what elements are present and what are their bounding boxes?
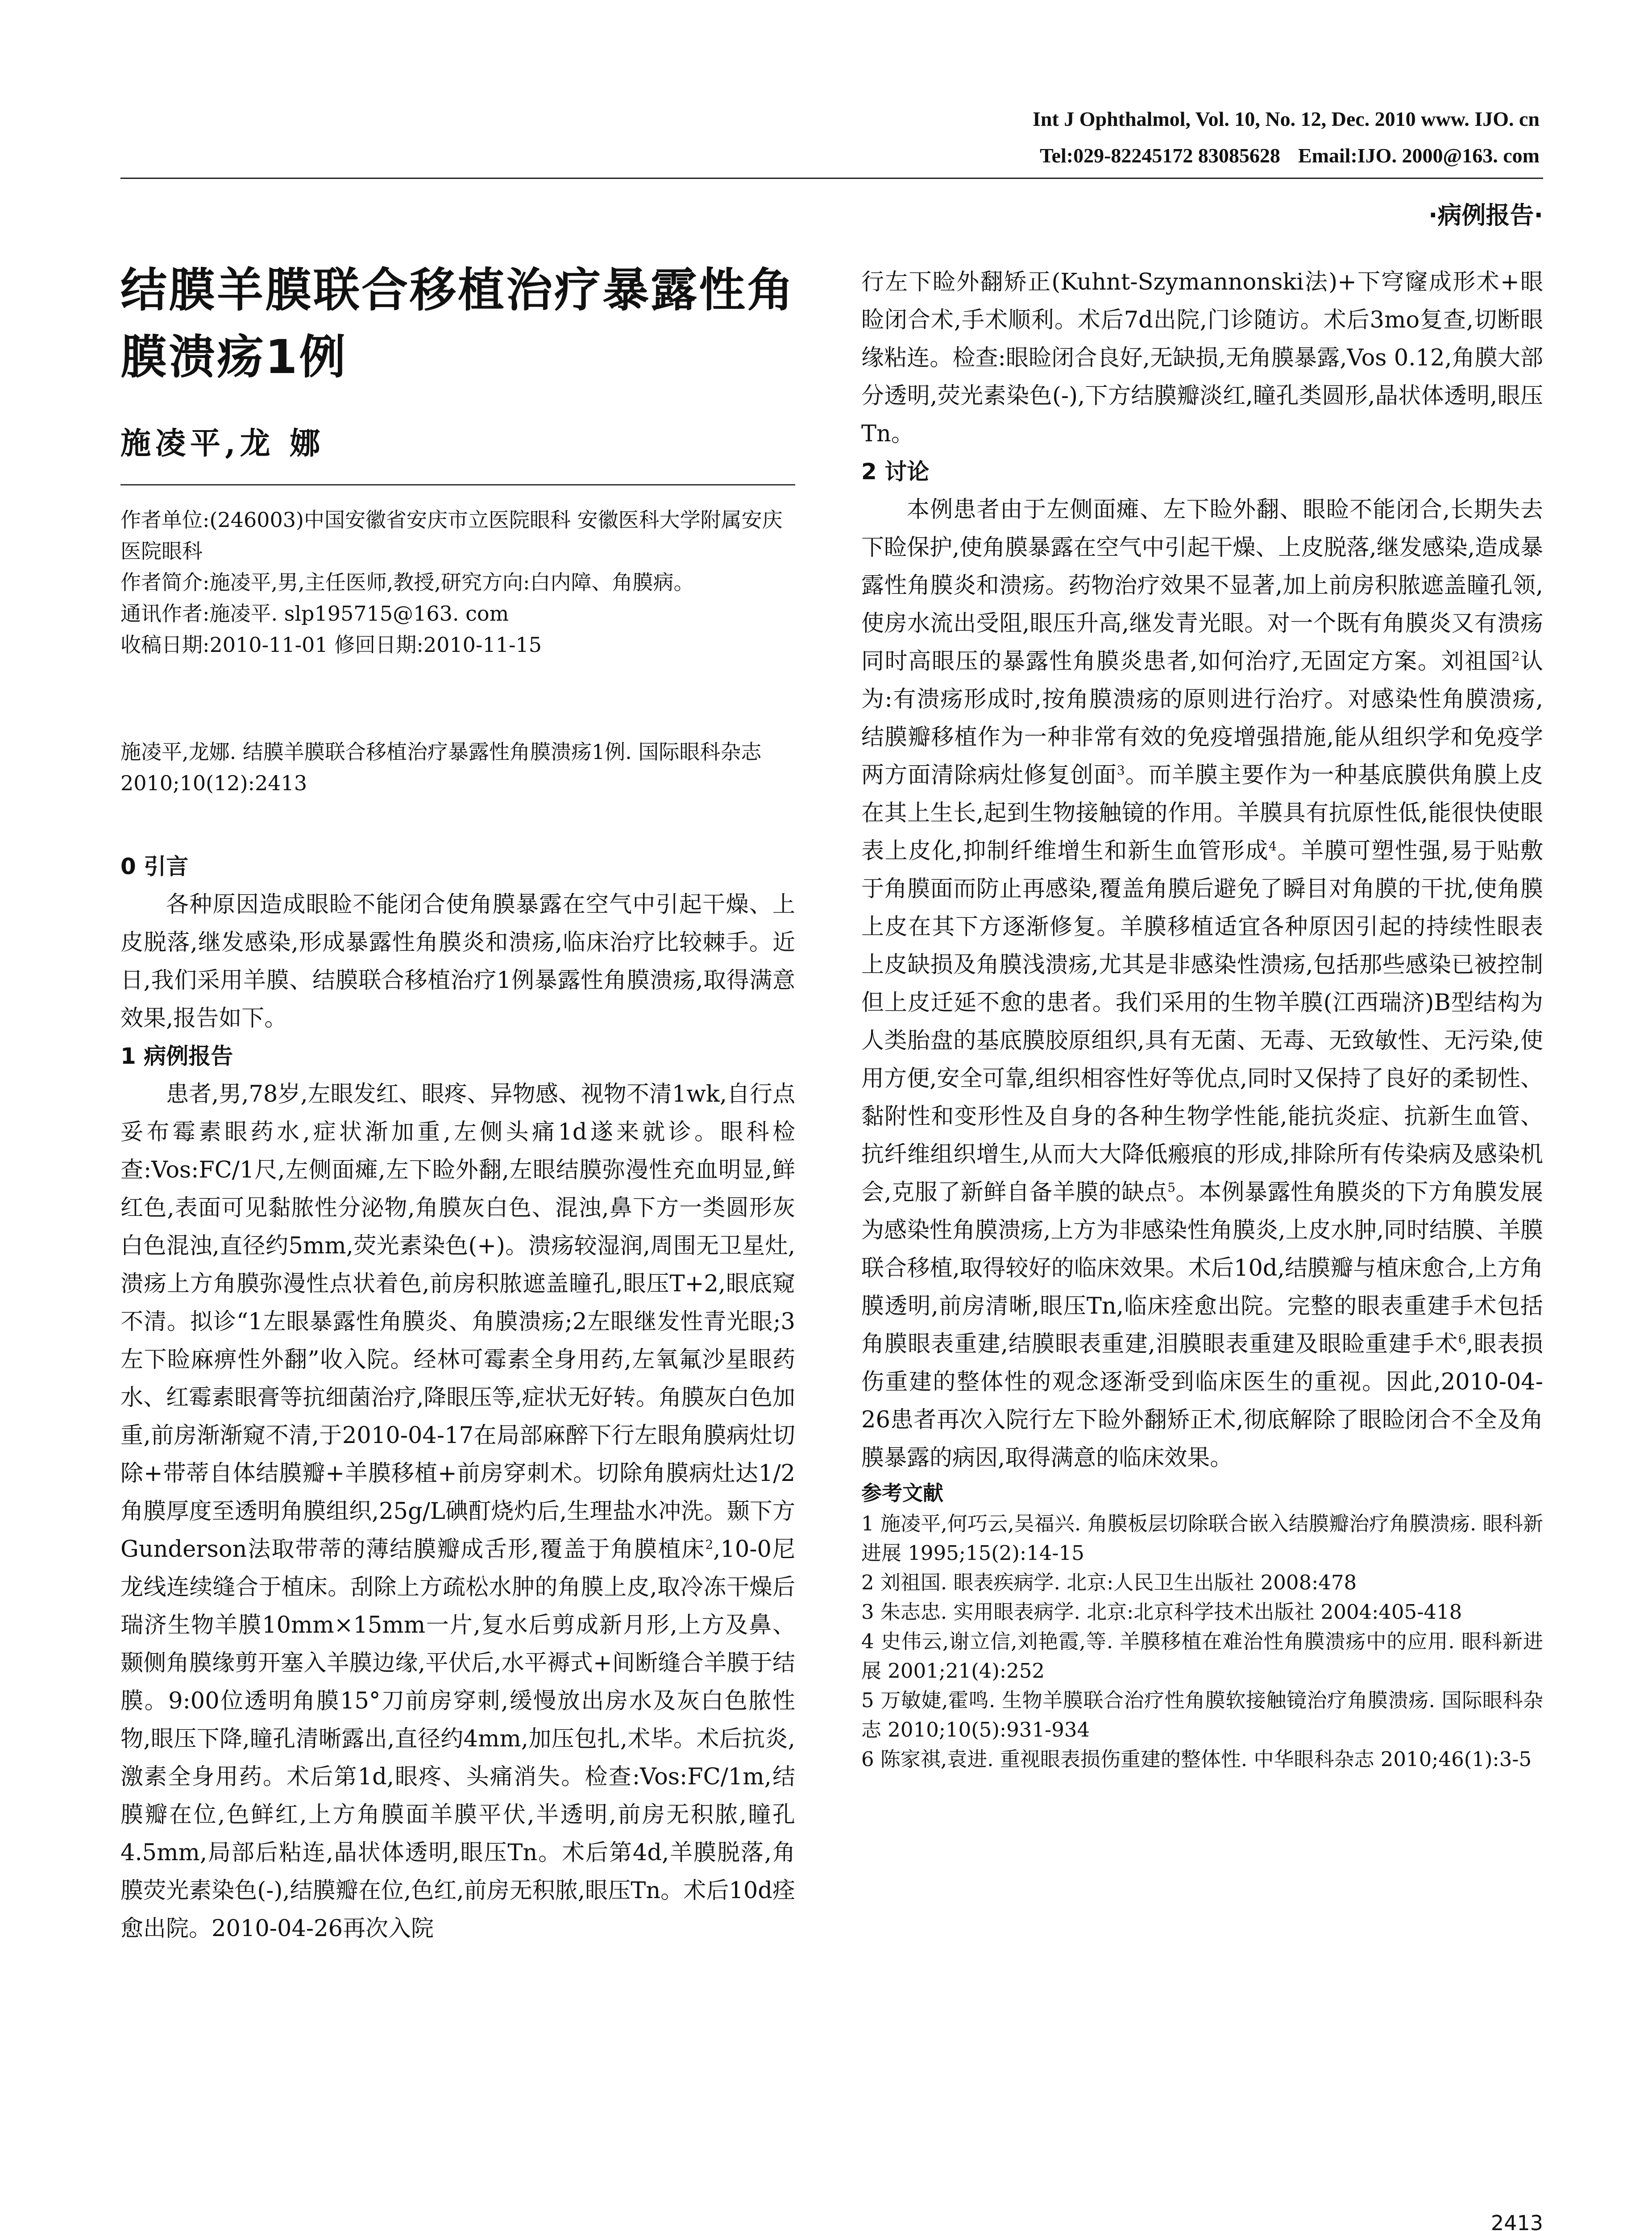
intro-text: 各种原因造成眼睑不能闭合使角膜暴露在空气中引起干燥、上皮脱落,继发感染,形成暴露性角膜炎和溃疡,临床治疗比较棘手。近日,我们采用羊膜、结膜联合移植治疗1例暴露性角膜溃疡,取得满意效果,报告如下。 <box>120 892 795 1032</box>
dates: 收稿日期:2010-11-01 修回日期:2010-11-15 <box>120 633 542 657</box>
discussion-f: ,眼表损伤重建的整体性的观念逐渐受到临床医生的重视。因此,2010-04-26患者再次入院行左下睑外翻矫正术,彻底解除了眼睑闭合不全及角膜暴露的病因,取得满意的临床效果。 <box>861 1331 1543 1471</box>
contact-line <box>799 141 1540 170</box>
ref-sup: 2 <box>705 1537 714 1552</box>
author-intro: 作者简介:施凌平,男,主任医师,教授,研究方向:白内障、角膜病。 <box>120 570 694 594</box>
ref-sup: 3 <box>1117 763 1125 778</box>
reference-item: 6 陈家祺,袁进. 重视眼表损伤重建的整体性. 中华眼科杂志 2010;46(1):3-5 <box>861 1747 1532 1771</box>
discussion-c: 。而羊膜主要作为一种基底膜供角膜上皮在其上生长,起到生物接触镜的作用。羊膜具有抗原性低,能很快使眼表上皮化,抑制纤维增生和新生血管形成 <box>861 762 1543 864</box>
ref-sup: 5 <box>1167 1180 1176 1195</box>
authors: 施凌平,龙 娜 <box>120 426 325 461</box>
ref-sup: 2 <box>1511 649 1520 664</box>
correspondence: 通讯作者:施凌平. slp195715@163. com <box>120 601 509 626</box>
ref-sup: 4 <box>1269 839 1277 854</box>
section-tag: ·病例报告· <box>1428 201 1543 229</box>
discussion-text <box>861 491 1543 1477</box>
references <box>861 1477 1543 1774</box>
author-info <box>120 504 795 660</box>
case-continued: 行左下睑外翻矫正(Kuhnt-Szymannonski法)+下穹窿成形术+眼睑闭合术,手术顺利。术后7d出院,门诊随访。术后3mo复查,切断眼缘粘连。检查:眼睑闭合良好,无缺损,无角膜暴露,Vos 0.12,角膜大部分透明,荧光素染色(-),下方结膜瓣淡红,瞳孔类圆形,晶状体透明,眼压Tn。 <box>861 269 1543 447</box>
journal-header: Int J Ophthalmol, Vol. 10, No. 12, Dec. 2010 www. IJO. cn <box>1032 108 1540 130</box>
right-column <box>861 263 1543 1774</box>
header-rule <box>120 178 1543 179</box>
discussion-heading: 2 讨论 <box>861 459 930 485</box>
intro-heading: 0 引言 <box>120 854 189 879</box>
contact-email: Email:IJO. 2000@163. com <box>1298 144 1540 167</box>
discussion-d: 。羊膜可塑性强,易于贴敷于角膜面而防止再感染,覆盖角膜后避免了瞬目对角膜的干扰,使角膜上皮在其下方逐渐修复。羊膜移植适宜各种原因引起的持续性眼表上皮缺损及角膜浅溃疡,尤其是非感染性溃疡,包括那些感染已被控制但上皮迁延不愈的患者。我们采用的生物羊膜(江西瑞济)B型结构为人类胎盘的基底膜胶原组织,具有无菌、无毒、无致敏性、无污染,使用方便,安全可靠,组织相容性好等优点,同时又保持了良好的柔韧性、黏附性和变形性及自身的各种生物学性能,能抗炎症、抗新生血管、抗纤维组织增生,从而大大降低瘢痕的形成,排除所有传染病及感染机会,克服了新鲜自备羊膜的缺点 <box>861 838 1543 1206</box>
reference-item: 4 史伟云,谢立信,刘艳霞,等. 羊膜移植在难治性角膜溃疡中的应用. 眼科新进展 2001;21(4):252 <box>861 1630 1543 1683</box>
reference-item: 3 朱志忠. 实用眼表病学. 北京:北京科学技术出版社 2004:405-418 <box>861 1600 1462 1624</box>
discussion-a: 本例患者由于左侧面瘫、左下睑外翻、眼睑不能闭合,长期失去下睑保护,使角膜暴露在空气中引起干燥、上皮脱落,继发感染,造成暴露性角膜炎和溃疡。药物治疗效果不显著,加上前房积脓遮盖瞳孔领,使房水流出受阻,眼压升高,继发青光眼。对一个既有角膜炎又有溃疡同时高眼压的暴露性角膜炎患者,如何治疗,无固定方案。刘祖国 <box>861 497 1543 675</box>
reference-item: 2 刘祖国. 眼表疾病学. 北京:人民卫生出版社 2008:478 <box>861 1571 1357 1594</box>
author-rule <box>120 484 795 485</box>
case-text-b: ,10-0尼龙线连续缝合于植床。刮除上方疏松水肿的角膜上皮,取冷冻干燥后瑞济生物羊膜10mm×15mm一片,复水后剪成新月形,上方及鼻、颞侧角膜缘剪开塞入羊膜边缘,平伏后,水平褥式+间断缝合羊膜于结膜。9:00位透明角膜15°刀前房穿刺,缓慢放出房水及灰白色脓性物,眼压下降,瞳孔清晰露出,直径约4mm,加压包扎,术毕。术后抗炎,激素全身用药。术后第1d,眼疼、头痛消失。检查:Vos:FC/1m,结膜瓣在位,色鲜红,上方角膜面羊膜平伏,半透明,前房无积脓,瞳孔4.5mm,局部后粘连,晶状体透明,眼压Tn。术后第4d,羊膜脱落,角膜荧光素染色(-),结膜瓣在位,色红,前房无积脓,眼压Tn。术后10d痊愈出院。2010-04-26再次入院 <box>120 1536 795 1942</box>
references-heading: 参考文献 <box>861 1481 943 1505</box>
discussion-e: 。本例暴露性角膜炎的下方角膜发展为感染性角膜溃疡,上方为非感染性角膜炎,上皮水肿,同时结膜、羊膜联合移植,取得较好的临床效果。术后10d,结膜瓣与植床愈合,上方角膜透明,前房清晰,眼压Tn,临床痊愈出院。完整的眼表重建手术包括角膜眼表重建,结膜眼表重建,泪膜眼表重建及眼睑重建手术 <box>861 1179 1543 1357</box>
ref-sup: 6 <box>1458 1332 1466 1347</box>
page-number: 2413 <box>1490 2211 1543 2231</box>
article-title: 结膜羊膜联合移植治疗暴露性角膜溃疡1例 <box>120 263 796 384</box>
reference-item: 1 施凌平,何巧云,吴福兴. 角膜板层切除联合嵌入结膜瓣治疗角膜溃疡. 眼科新进展 1995;15(2):14-15 <box>861 1512 1543 1565</box>
affiliation: 作者单位:(246003)中国安徽省安庆市立医院眼科 安徽医科大学附属安庆医院眼科 <box>120 508 783 563</box>
reference-item: 5 万敏婕,霍鸣. 生物羊膜联合治疗性角膜软接触镜治疗角膜溃疡. 国际眼科杂志 2010;10(5):931-934 <box>861 1688 1543 1742</box>
contact-tel: Tel:029-82245172 83085628 <box>1040 144 1280 167</box>
case-heading: 1 病例报告 <box>120 1043 233 1069</box>
left-column <box>120 848 795 1948</box>
case-text-a: 患者,男,78岁,左眼发红、眼疼、异物感、视物不清1wk,自行点妥布霉素眼药水,症状渐加重,左侧头痛1d遂来就诊。眼科检查:Vos:FC/1尺,左侧面瘫,左下睑外翻,左眼结膜弥漫性充血明显,鲜红色,表面可见黏脓性分泌物,角膜灰白色、混浊,鼻下方一类圆形灰白色混浊,直径约5mm,荧光素染色(+)。溃疡较湿润,周围无卫星灶,溃疡上方角膜弥漫性点状着色,前房积脓遮盖瞳孔,眼压T+2,眼底窥不清。拟诊“1左眼暴露性角膜炎、角膜溃疡;2左眼继发性青光眼;3左下睑麻痹性外翻”收入院。经林可霉素全身用药,左氧氟沙星眼药水、红霉素眼膏等抗细菌治疗,降眼压等,症状无好转。角膜灰白色加重,前房渐渐窥不清,于2010-04-17在局部麻醉下行左眼角膜病灶切除+带蒂自体结膜瓣+羊膜移植+前房穿刺术。切除角膜病灶达1/2角膜厚度至透明角膜组织,25g/L碘酊烧灼后,生理盐水冲洗。颞下方Gunderson法取带蒂的薄结膜瓣成舌形,覆盖于角膜植床 <box>120 1081 795 1563</box>
citation: 施凌平,龙娜. 结膜羊膜联合移植治疗暴露性角膜溃疡1例. 国际眼科杂志 2010;10(12):2413 <box>120 740 762 795</box>
case-text <box>120 1075 795 1948</box>
discussion-b: 认为:有溃疡形成时,按角膜溃疡的原则进行治疗。对感染性角膜溃疡,结膜瓣移植作为一种非常有效的免疫增强措施,能从组织学和免疫学两方面清除病灶修复创面 <box>861 648 1543 788</box>
